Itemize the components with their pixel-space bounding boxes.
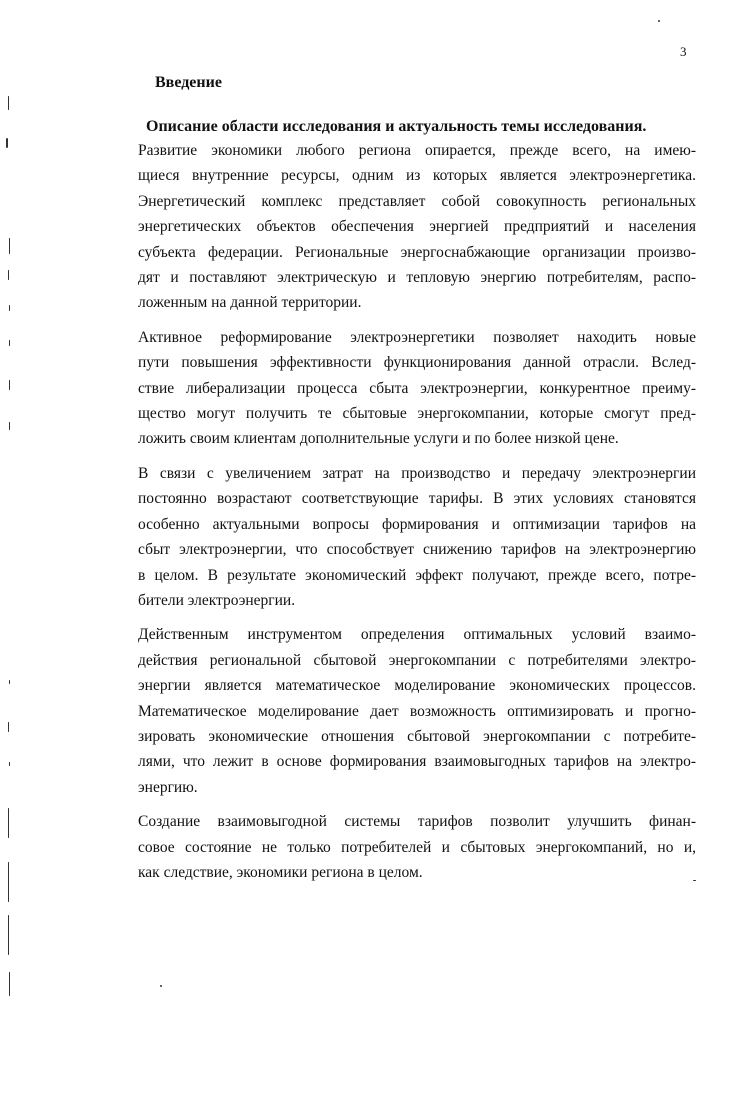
scan-artifact — [8, 96, 9, 110]
paragraph-line: Создание взаимовыгодной системы тарифов позволит улучшить финан- — [138, 813, 696, 831]
paragraph-line: как следствие, экономики региона в целом. — [138, 863, 423, 881]
scan-artifact — [9, 305, 10, 311]
scan-artifact — [693, 880, 696, 881]
subsection-heading: Описание области исследования и актуальность темы исследования. — [146, 118, 647, 135]
paragraph-line: щиеся внутренние ресурсы, одним из которых является электроэнергетика. — [138, 167, 696, 185]
paragraph-line: совое состояние не только потребителей и сбытовых энергокомпаний, но и, — [138, 838, 696, 856]
section-heading: Введение — [155, 74, 222, 91]
scan-artifact — [8, 915, 9, 955]
paragraph-line: особенно актуальными вопросы формирования и оптимизации тарифов на — [138, 515, 696, 533]
body-text — [138, 116, 696, 894]
paragraph-line: В связи с увеличением затрат на производство и передачу электроэнергии — [138, 464, 696, 482]
scan-artifact — [9, 680, 10, 684]
paragraphs-container — [138, 138, 696, 885]
scan-artifact — [160, 985, 162, 987]
paragraph-line: постоянно возрастают соответствующие тарифы. В этих условиях становятся — [138, 490, 696, 508]
scan-artifact — [9, 340, 10, 346]
paragraph-line: Активное реформирование электроэнергетики позволяет находить новые — [138, 328, 696, 346]
scan-artifact — [8, 862, 9, 902]
paragraph-line: Действенным инструментом определения оптимальных условий взаимо- — [138, 626, 696, 644]
paragraph — [138, 325, 696, 452]
scan-artifact — [9, 238, 10, 254]
scan-artifact — [8, 722, 9, 732]
paragraph-line: щество могут получить те сбытовые энергокомпании, которые смогут пред- — [138, 405, 696, 423]
paragraph-line: Математическое моделирование дает возможность оптимизировать и прогно- — [138, 702, 696, 720]
scan-artifact — [9, 762, 10, 766]
paragraph-line: зировать экономические отношения сбытовой энергокомпании с потребите- — [138, 727, 696, 745]
page-number: 3 — [680, 44, 687, 59]
paragraph-line: действия региональной сбытовой энергокомпании с потребителями электро- — [138, 651, 696, 669]
scan-artifact — [6, 138, 8, 148]
paragraph-line: энергию. — [138, 778, 198, 796]
scan-artifact — [9, 422, 10, 430]
paragraph — [138, 461, 696, 613]
paragraph-line: Развитие экономики любого региона опирается, прежде всего, на имею- — [138, 142, 696, 159]
paragraph — [138, 138, 696, 316]
paragraph-line: ложить своим клиентам дополнительные услуги и по более низкой цене. — [138, 430, 619, 448]
paragraph-line: в целом. В результате экономический эффект получают, прежде всего, потре- — [138, 566, 696, 584]
paragraph-line: энергии является математическое моделирование экономических процессов. — [138, 677, 696, 695]
paragraph-line: бители электроэнергии. — [138, 591, 296, 609]
scan-artifact — [9, 972, 10, 996]
paragraph-line: пути повышения эффективности функционирования данной отрасли. Вслед- — [138, 354, 696, 372]
paragraph-line: дят и поставляют электрическую и тепловую энергию потребителям, распо- — [138, 269, 696, 287]
scan-artifact — [8, 808, 9, 838]
paragraph-line: сбыт электроэнергии, что способствует снижению тарифов на электроэнергию — [138, 541, 696, 559]
paragraph-line: ствие либерализации процесса сбыта электроэнергии, конкурентное преиму- — [138, 379, 696, 397]
paragraph — [138, 809, 696, 885]
paragraph-line: энергетических объектов обеспечения энергией предприятий и населения — [138, 218, 696, 236]
scan-artifact — [8, 270, 9, 280]
scan-artifact — [658, 20, 660, 22]
paragraph-line: Энергетический комплекс представляет собой совокупность региональных — [138, 192, 696, 210]
paragraph-line: лями, что лежит в основе формирования взаимовыгодных тарифов на электро- — [138, 753, 696, 771]
scan-artifact — [9, 380, 10, 390]
paragraph-line: ложенным на данной территории. — [138, 294, 362, 312]
paragraph — [138, 622, 696, 800]
paragraph-line: субъекта федерации. Региональные энергоснабжающие организации произво- — [138, 243, 696, 261]
